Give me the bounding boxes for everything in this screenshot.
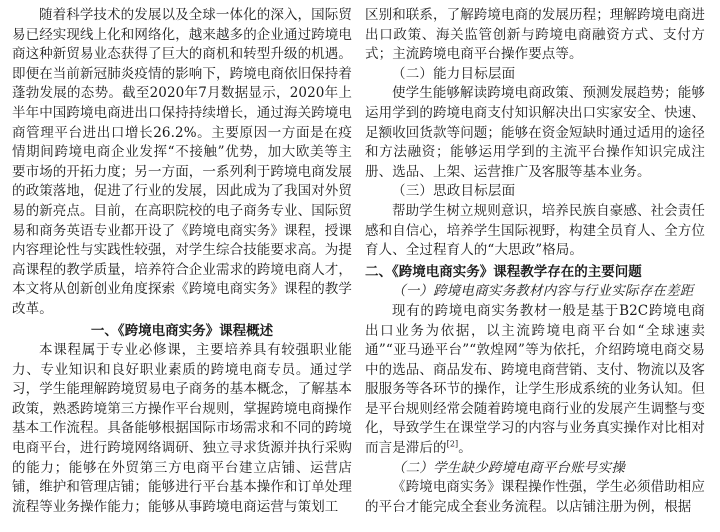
problem2-paragraph: 《跨境电商实务》课程操作性强，学生必须借助相应的平台才能完成全套业务流程。以店铺注册为例，根据 — [365, 479, 705, 515]
right-column — [365, 6, 705, 517]
ideology-paragraph: 帮助学生树立规则意识，培养民族自豪感、社会责任感和自信心，培养学生国际视野，构建全员育人、全方位育人、全过程育人的“大思政”格局。 — [365, 202, 705, 259]
section2-heading: 二、《跨境电商实务》课程教学存在的主要问题 — [365, 263, 642, 280]
intro-paragraph: 随着科学技术的发展以及全球一体化的深入，国际贸易已经实现线上化和网络化，越来越多的企业通过跨境电商这种新贸易业态获得了巨大的商机和转型升级的机遇。即便在当前新冠肺炎疫情的影响下，跨境电商依旧保持着蓬勃发展的态势。截至2020年7月数据显示，2020年上半年中国跨境电商进出口保持持续增长，通过海关跨境电商管理平台进出口增长26.2%。主要原因一方面是在疫情期间跨境电商企业发挥“不接触”优势，加大欧美等主要市场的开拓力度；另一方面，一系列利于跨境电商发展的政策落地，促进了行业的发展，因此成为了我国对外贸易的新亮点。目前，在高职院校的电子商务专业、国际贸易和商务英语专业都开设了《跨境电商实务》课程，授课内容理论性与实践性较强，对学生综合技能要求高。为提高课程的教学质量，培养符合企业需求的跨境电商人才，本文将从创新创业角度探索《跨境电商实务》课程的教学改革。 — [12, 7, 352, 317]
continuation-paragraph: 区别和联系，了解跨境电商的发展历程；理解跨境电商进出口政策、海关监管创新与跨境电商融资方式、支付方式；主流跨境电商平台操作要点等。 — [365, 7, 705, 63]
ability-paragraph: 使学生能够解读跨境电商政策、预测发展趋势；能够运用学到的跨境电商支付知识解决出口实家安全、快速、足额收回货款等问题；能够在资金短缺时通过适用的途径和方法融资；能够运用学到的主流平台操作知识完成注册、选品、上架、运营推广及客服等基本业务。 — [365, 85, 705, 180]
section1-paragraph: 本课程属于专业必修课，主要培养具有较强职业能力、专业知识和良好职业素质的跨境电商专员。通过学习，学生能理解跨境贸易电子商务的基本概念，了解基本政策，熟悉跨境第三方操作平台规则，掌握跨境电商操作基本工作流程。具备能够根据国际市场需求和不同的跨境电商平台，进行跨境网络调研、独立寻求货源并执行采购的能力；能够在外贸第三方电商平台建立店铺、运营店铺，维护和管理店铺；能够进行平台基本操作和订单处理流程等业务操作能力；能够从事跨境电商运营与策划工 — [12, 342, 352, 515]
section1-heading: 一、《跨境电商实务》课程概述 — [90, 322, 274, 339]
ability-heading: （二）能力目标层面 — [392, 65, 516, 82]
problem2-heading: （二）学生缺少跨境电商平台账号实操 — [392, 459, 625, 476]
ideology-heading: （三）思政目标层面 — [392, 183, 516, 200]
problem1-end: 。 — [458, 440, 472, 457]
problem1-text: 现有的跨境电商实务教材一般是基于B2C跨境电商出口业务为依据，以主流跨境电商平台如“全球速卖通”“亚马逊平台”“敦煌网”等为依托，介绍跨境电商交易中的选品、商品发布、跨境电商营销、支付、物流以及客服服务等各环节的操作，让学生形成系统的业务认知。但是平台规则经常会随着跨境电商行业的发展产生调整与变化，导致学生在课堂学习的内容与业务真实操作对比相对而言是滞后的 — [365, 302, 705, 457]
citation-marker: [2] — [446, 439, 459, 449]
problem1-heading: （一）跨境电商实务教材内容与行业实际存在差距 — [392, 283, 694, 300]
problem1-paragraph — [365, 302, 705, 459]
left-column — [12, 6, 352, 517]
